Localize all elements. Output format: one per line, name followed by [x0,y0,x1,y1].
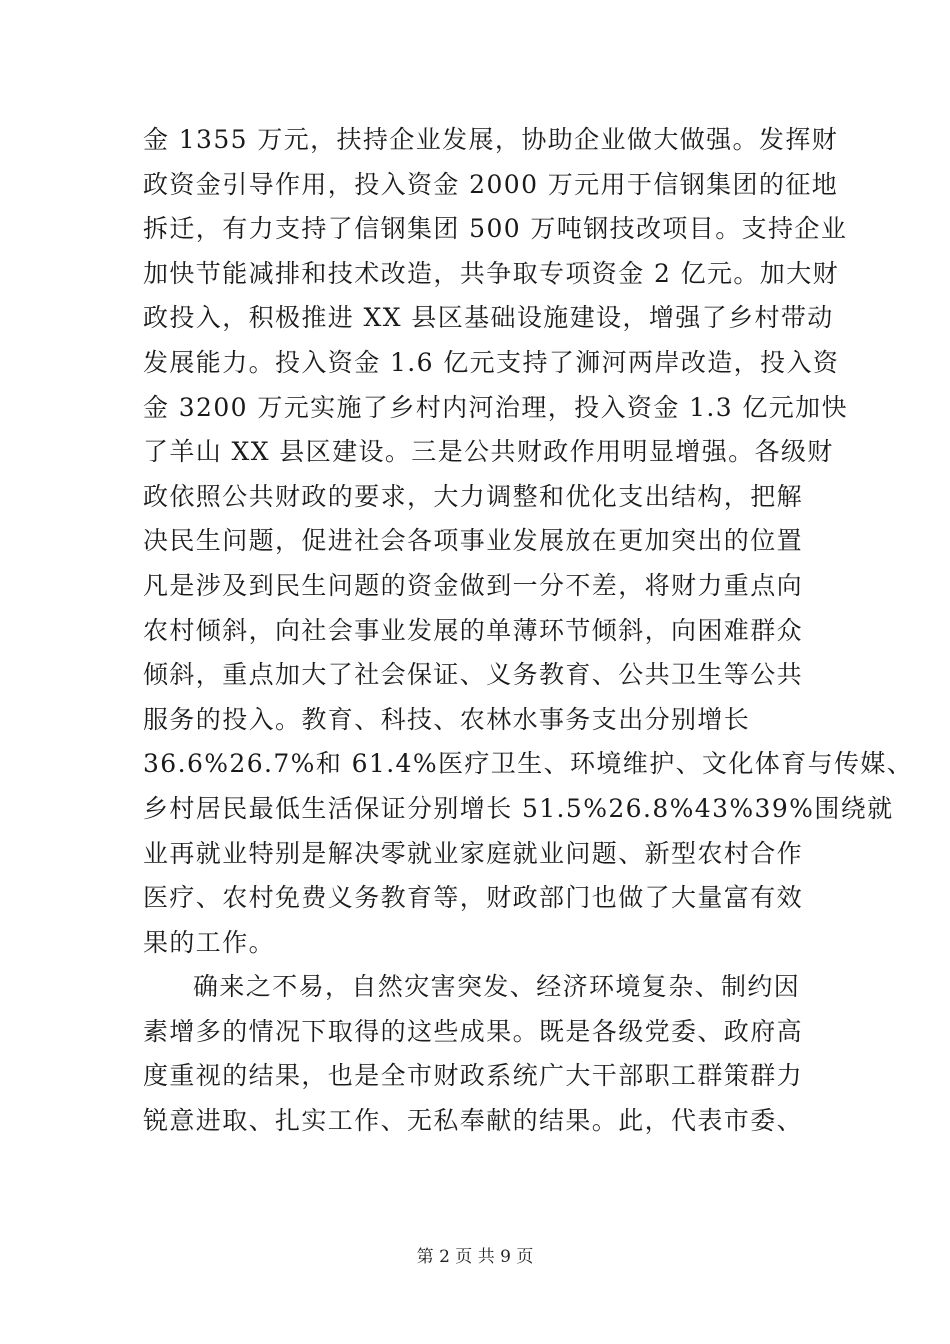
text-line: 乡村居民最低生活保证分别增长 51.5%26.8%43%39%围绕就 [143,793,894,823]
text-line: 素增多的情况下取得的这些成果。既是各级党委、政府高 [143,1016,804,1046]
page-number-footer: 第 2 页 共 9 页 [416,1247,534,1267]
text-line: 医疗、农村免费义务教育等，财政部门也做了大量富有效 [143,883,804,913]
text-line: 36.6%26.7%和 61.4%医疗卫生、环境维护、文化体育与传媒、 [143,749,914,779]
text-line: 金 1355 万元，扶持企业发展，协助企业做大做强。发挥财 [143,125,839,154]
text-line: 果的工作。 [143,927,276,957]
text-line: 服务的投入。教育、科技、农林水事务支出分别增长 [143,704,751,734]
text-line: 度重视的结果，也是全市财政系统广大干部职工群策群力 [143,1061,804,1091]
text-line: 倾斜，重点加大了社会保证、义务教育、公共卫生等公共 [143,660,804,690]
text-line: 加快节能减排和技术改造，共争取专项资金 2 亿元。加大财 [143,258,840,288]
body-text [143,118,914,1144]
text-line: 业再就业特别是解决零就业家庭就业问题、新型农村合作 [143,838,804,868]
paragraph-start-line: 确来之不易，自然灾害突发、经济环境复杂、制约因 [193,972,801,1002]
text-line: 了羊山 XX 县区建设。三是公共财政作用明显增强。各级财 [143,437,834,467]
text-line: 凡是涉及到民生问题的资金做到一分不差，将财力重点向 [143,570,804,600]
text-line: 政依照公共财政的要求，大力调整和优化支出结构，把解 [143,481,804,511]
text-line: 锐意进取、扎实工作、无私奉献的结果。此，代表市委、 [143,1106,804,1136]
text-line: 金 3200 万元实施了乡村内河治理，投入资金 1.3 亿元加快 [143,392,848,422]
text-line: 决民生问题，促进社会各项事业发展放在更加突出的位置 [143,526,804,556]
text-line: 拆迁，有力支持了信钢集团 500 万吨钢技改项目。支持企业 [143,214,848,244]
text-line: 发展能力。投入资金 1.6 亿元支持了浉河两岸改造，投入资 [143,347,840,377]
text-line: 政资金引导作用，投入资金 2000 万元用于信钢集团的征地 [143,169,839,199]
text-line: 农村倾斜，向社会事业发展的单薄环节倾斜，向困难群众 [143,615,804,645]
text-line: 政投入，积极推进 XX 县区基础设施建设，增强了乡村带动 [143,303,834,333]
